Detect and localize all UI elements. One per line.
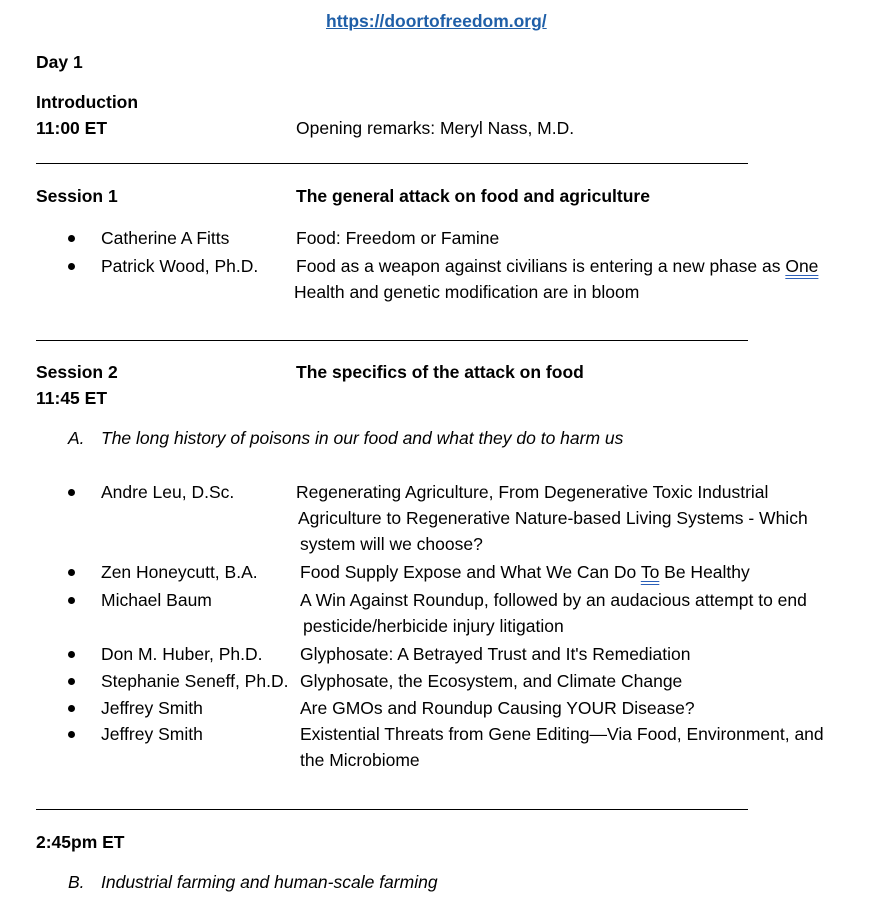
talk-title-cont: system will we choose? [300, 534, 483, 554]
talk-title [296, 255, 818, 277]
talk-title: Glyphosate: A Betrayed Trust and It's Remediation [300, 644, 691, 664]
speaker: Michael Baum [101, 590, 212, 610]
speaker: Don M. Huber, Ph.D. [101, 644, 263, 664]
sub-letter-b: B. [68, 872, 85, 892]
talk-title: Food: Freedom or Famine [296, 228, 500, 248]
speaker: Jeffrey Smith [101, 724, 203, 744]
bullet [68, 731, 75, 738]
divider [36, 809, 748, 810]
bullet [68, 651, 75, 658]
intro-time: 11:00 ET [36, 118, 108, 138]
bullet [68, 235, 75, 242]
bullet [68, 263, 75, 270]
sub-letter-a: A. [68, 428, 85, 448]
talk-title [300, 561, 750, 583]
bullet [68, 597, 75, 604]
bullet [68, 569, 75, 576]
divider [36, 340, 748, 341]
bullet [68, 678, 75, 685]
talk-title: Glyphosate, the Ecosystem, and Climate Change [300, 671, 683, 691]
speaker: Zen Honeycutt, B.A. [101, 562, 258, 582]
bullet [68, 489, 75, 496]
session1-title: The general attack on food and agriculture [296, 186, 650, 206]
sub-heading-b: Industrial farming and human-scale farming [101, 872, 438, 892]
talk-title-cont: pesticide/herbicide injury litigation [303, 616, 564, 636]
talk-title-text: Be Healthy [659, 562, 750, 582]
intro-label: Introduction [36, 92, 139, 112]
talk-title-cont: Health and genetic modification are in bloom [294, 282, 640, 302]
talk-title: A Win Against Roundup, followed by an audacious attempt to end [300, 590, 807, 610]
divider [36, 163, 748, 164]
bullet [68, 705, 75, 712]
day-heading: Day 1 [36, 52, 83, 72]
proofing-mark: One [785, 256, 819, 276]
speaker: Jeffrey Smith [101, 698, 203, 718]
speaker: Catherine A Fitts [101, 228, 230, 248]
talk-title: Existential Threats from Gene Editing—Via Food, Environment, and [300, 724, 824, 744]
talk-title-cont: the Microbiome [300, 750, 420, 770]
session2-title: The specifics of the attack on food [296, 362, 584, 382]
intro-text: Opening remarks: Meryl Nass, M.D. [296, 118, 575, 138]
sub-heading-a: The long history of poisons in our food and what they do to harm us [101, 428, 624, 448]
speaker: Patrick Wood, Ph.D. [101, 256, 259, 276]
session1-label: Session 1 [36, 186, 118, 206]
speaker: Stephanie Seneff, Ph.D. [101, 671, 289, 691]
talk-title-text: Food as a weapon against civilians is entering a new phase as [296, 256, 786, 276]
afternoon-time: 2:45pm ET [36, 832, 125, 852]
site-link[interactable]: https://doortofreedom.org/ [326, 11, 547, 31]
session2-time: 11:45 ET [36, 388, 108, 408]
session2-label: Session 2 [36, 362, 118, 382]
talk-title-cont: Agriculture to Regenerative Nature-based Living Systems - Which [298, 508, 808, 528]
proofing-mark: To [640, 562, 660, 582]
talk-title: Regenerating Agriculture, From Degenerative Toxic Industrial [296, 482, 769, 502]
talk-title: Are GMOs and Roundup Causing YOUR Disease? [300, 698, 695, 718]
talk-title-text: Food Supply Expose and What We Can Do [300, 562, 641, 582]
speaker: Andre Leu, D.Sc. [101, 482, 235, 502]
